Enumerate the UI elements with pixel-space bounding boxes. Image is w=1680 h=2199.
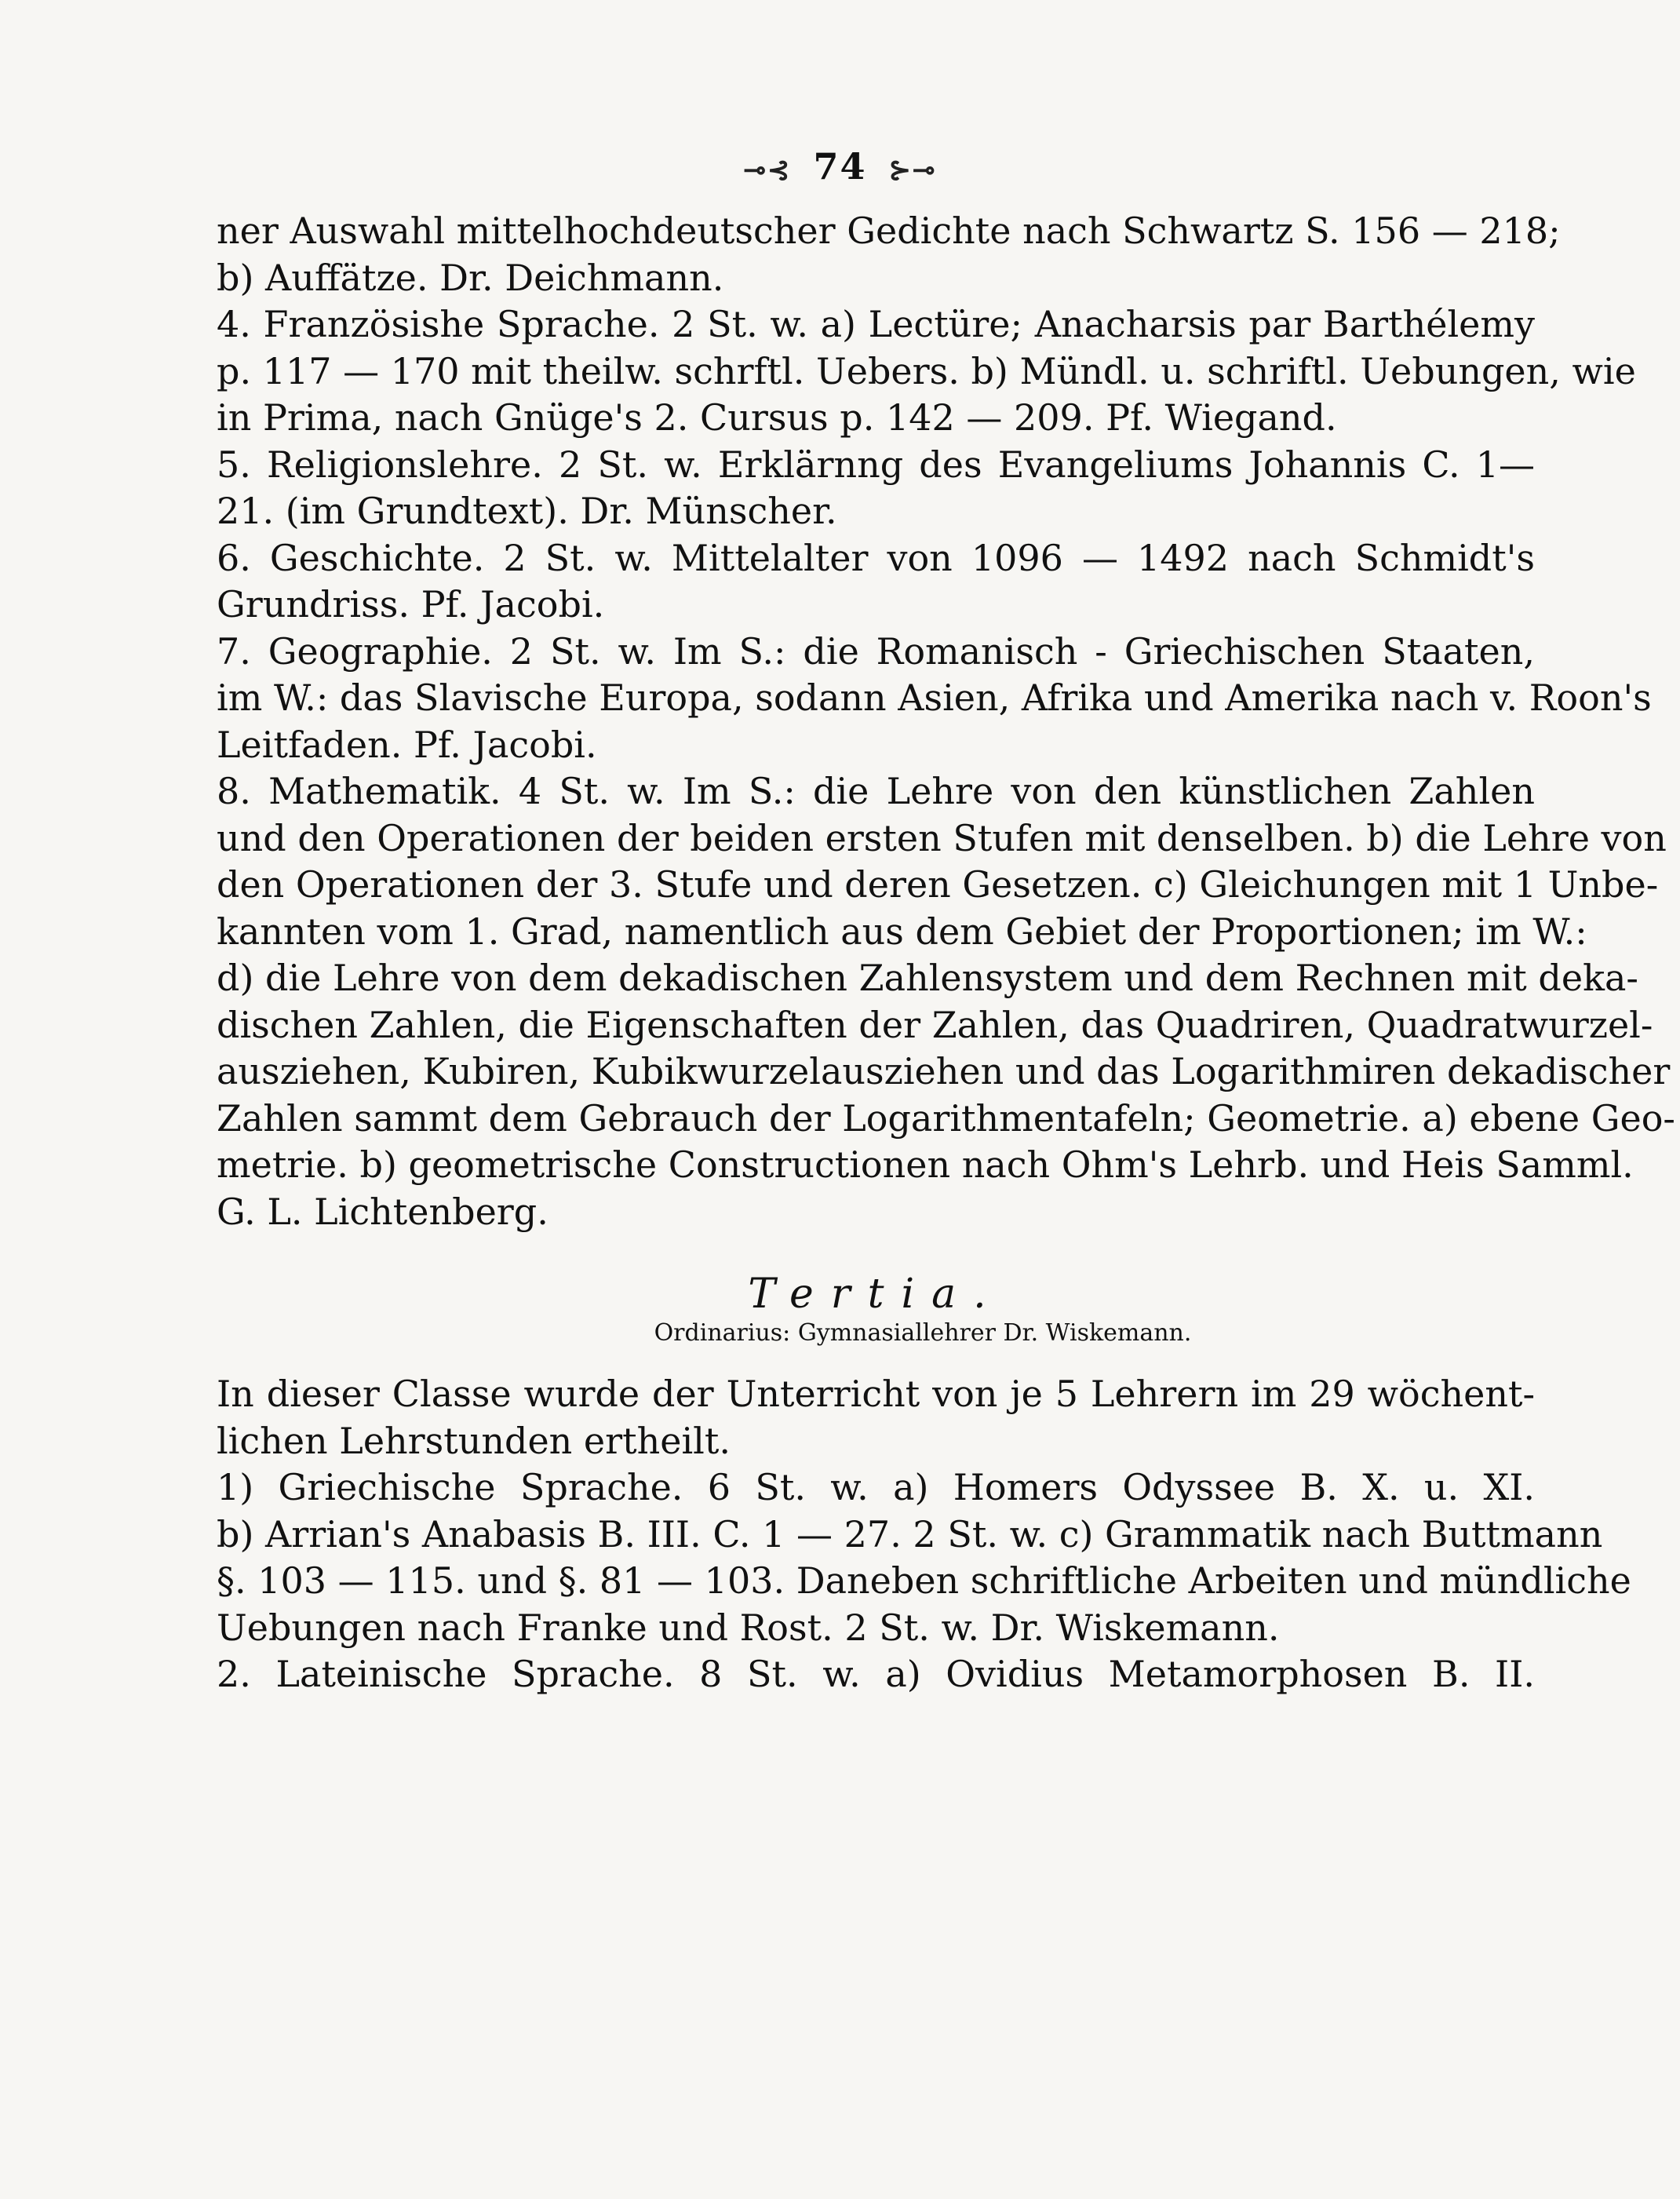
text-line: metrie. b) geometrische Constructionen nach Ohm's Lehrb. und Heis Samml.	[217, 1143, 1634, 1186]
section-spacer	[217, 1354, 1535, 1371]
text-line: dischen Zahlen, die Eigenschaften der Zahlen, das Quadriren, Quadratwurzel-	[217, 1003, 1653, 1046]
text-line: §. 103 — 115. und §. 81 — 103. Daneben schriftliche Arbeiten und mündliche	[217, 1559, 1631, 1602]
text-line: ausziehen, Kubiren, Kubikwurzelausziehen und das Logarithmiren dekadischer	[217, 1050, 1671, 1092]
text-line: 5. Religionslehre. 2 St. w. Erklärnng des Evangeliums Johannis C. 1—	[217, 443, 1535, 486]
text-line: 8. Mathematik. 4 St. w. Im S.: die Lehre von den künstlichen Zahlen	[217, 770, 1535, 812]
text-line: 2. Lateinische Sprache. 8 St. w. a) Ovidius Metamorphosen B. II.	[217, 1653, 1535, 1695]
text-line: kannten vom 1. Grad, namentlich aus dem Gebiet der Proportionen; im W.:	[217, 910, 1587, 953]
text-line: b) Arrian's Anabasis B. III. C. 1 — 27. 2 St. w. c) Grammatik nach Buttmann	[217, 1512, 1603, 1555]
text-line: ner Auswahl mittelhochdeutscher Gedichte nach Schwartz S. 156 — 218;	[217, 210, 1561, 252]
ornament-left-icon: ⊸⊰	[743, 155, 792, 186]
text-line: p. 117 — 170 mit theilw. schrftl. Uebers. b) Mündl. u. schriftl. Uebungen, wie	[217, 349, 1636, 392]
text-line: b) Auffätze. Dr. Deichmann.	[217, 256, 724, 299]
text-line: 4. Französishe Sprache. 2 St. w. a) Lectüre; Anacharsis par Barthélemy	[217, 303, 1535, 345]
text-line: 1) Griechische Sprache. 6 St. w. a) Homers Odyssee B. X. u. XI.	[217, 1466, 1535, 1508]
text-line: Uebungen nach Franke und Rost. 2 St. w. Dr. Wiskemann.	[217, 1606, 1280, 1649]
section-title: Tertia.	[748, 1271, 1004, 1318]
ornament-right-icon: ⊱⊸	[888, 155, 937, 186]
text-line: Leitfaden. Pf. Jacobi.	[217, 723, 597, 766]
text-line: 21. (im Grundtext). Dr. Münscher.	[217, 490, 837, 532]
section-spacer	[217, 1235, 1535, 1271]
text-line: In dieser Classe wurde der Unterricht von je 5 Lehrern im 29 wöchent-	[217, 1373, 1535, 1415]
text-line: 6. Geschichte. 2 St. w. Mittelalter von 1096 — 1492 nach Schmidt's	[217, 536, 1535, 579]
text-line: lichen Lehrstunden ertheilt.	[217, 1419, 731, 1462]
text-line: 7. Geographie. 2 St. w. Im S.: die Romanisch - Griechischen Staaten,	[217, 629, 1535, 673]
page-number: 74	[813, 145, 867, 188]
text-line: im W.: das Slavische Europa, sodann Asien, Afrika und Amerika nach v. Roon's	[217, 676, 1652, 719]
page-header	[0, 145, 1680, 188]
text-line: d) die Lehre von dem dekadischen Zahlensystem und dem Rechnen mit deka-	[217, 957, 1638, 999]
text-line: Grundriss. Pf. Jacobi.	[217, 583, 605, 625]
text-line: Zahlen sammt dem Gebrauch der Logarithmentafeln; Geometrie. a) ebene Geo-	[217, 1096, 1675, 1140]
text-body	[217, 208, 1675, 1698]
text-line: und den Operationen der beiden ersten Stufen mit denselben. b) die Lehre von	[217, 816, 1667, 859]
text-line: in Prima, nach Gnüge's 2. Cursus p. 142 — 209. Pf. Wiegand.	[217, 396, 1337, 439]
ordinarius-line: Ordinarius: Gymnasiallehrer Dr. Wiskemann.	[654, 1319, 1192, 1347]
text-line: den Operationen der 3. Stufe und deren Gesetzen. c) Gleichungen mit 1 Unbe-	[217, 863, 1659, 906]
text-line: G. L. Lichtenberg.	[217, 1190, 548, 1233]
